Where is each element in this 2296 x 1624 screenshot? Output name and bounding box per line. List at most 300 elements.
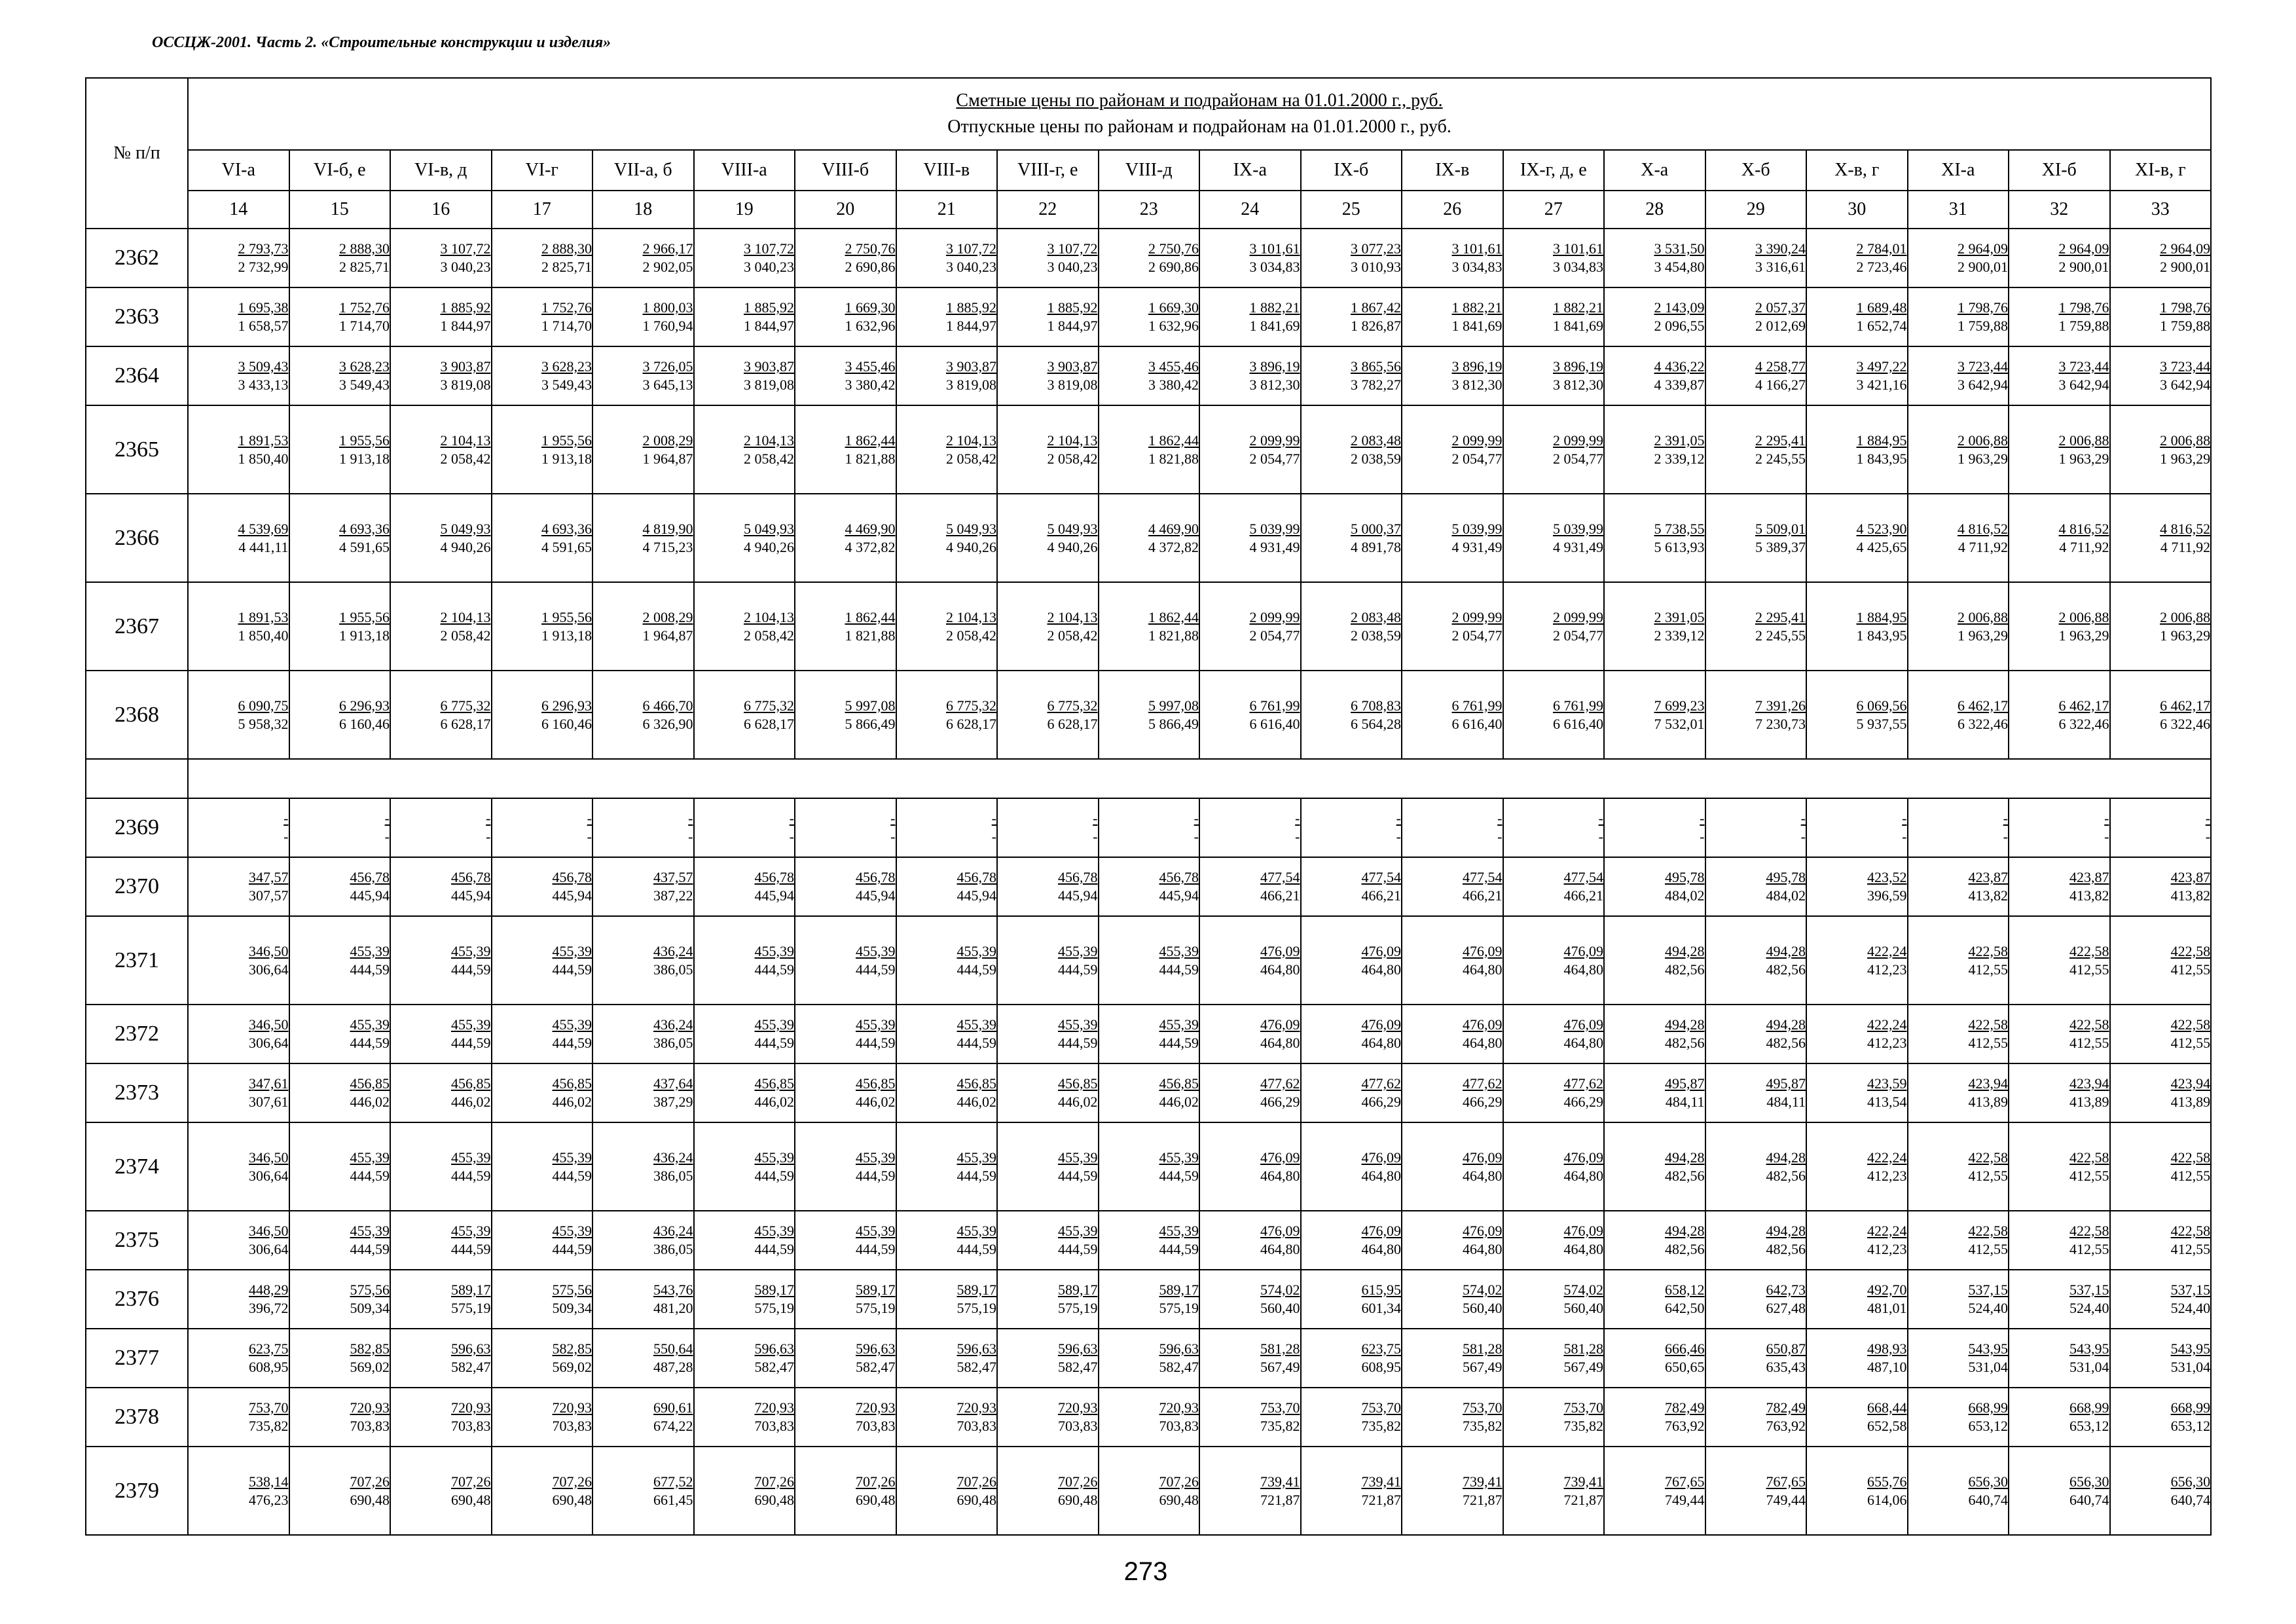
- price-cell: [2110, 494, 2212, 582]
- estimated-price: 6 775,32: [440, 697, 491, 714]
- estimated-price: 2 008,29: [642, 432, 693, 449]
- price-cell: [390, 1005, 492, 1063]
- price-cell: [1402, 287, 1503, 346]
- release-price: 524,40: [1968, 1300, 2008, 1316]
- region-header: X-а: [1604, 150, 1705, 191]
- column-number: 28: [1604, 191, 1705, 229]
- release-price: 560,40: [1260, 1300, 1300, 1316]
- release-price: 3 549,43: [339, 377, 390, 393]
- estimated-price: 642,73: [1766, 1282, 1806, 1298]
- price-cell: [1199, 1063, 1301, 1122]
- estimated-price: 1 862,44: [845, 432, 896, 449]
- release-price: 466,29: [1463, 1094, 1503, 1110]
- price-cell: [997, 1122, 1099, 1211]
- price-cell: [1402, 229, 1503, 287]
- estimated-price: 436,24: [653, 1223, 693, 1239]
- estimated-price: 7 391,26: [1755, 697, 1806, 714]
- estimated-price: 2 083,48: [1351, 432, 1401, 449]
- price-cell: [1705, 1063, 1807, 1122]
- estimated-price: 2 099,99: [1451, 608, 1503, 625]
- release-price: 6 160,46: [541, 715, 592, 732]
- estimated-price: 3 723,44: [2058, 358, 2109, 375]
- price-cell: [188, 229, 289, 287]
- release-price: 524,40: [2170, 1300, 2211, 1316]
- estimated-price: 477,62: [1361, 1075, 1401, 1092]
- estimated-price: 422,24: [1867, 1016, 1907, 1033]
- estimated-price: 1 891,53: [238, 608, 289, 625]
- estimated-price: 6 761,99: [1451, 697, 1503, 714]
- release-price: 6 322,46: [1958, 715, 2008, 732]
- price-cell: [896, 1122, 998, 1211]
- estimated-price: 4 523,90: [1856, 520, 1907, 537]
- estimated-price: 6 761,99: [1249, 697, 1300, 714]
- release-price: 509,34: [552, 1300, 592, 1316]
- release-price: 509,34: [350, 1300, 390, 1316]
- estimated-price: 456,78: [856, 869, 896, 885]
- estimated-price: 1 752,76: [339, 299, 390, 316]
- estimated-price: 2 104,13: [946, 608, 996, 625]
- estimated-price: 455,39: [350, 1016, 390, 1033]
- region-header: VIII-д: [1099, 150, 1200, 191]
- release-price: 735,82: [1361, 1418, 1401, 1434]
- estimated-price: 346,50: [249, 942, 289, 959]
- spacer-row: [86, 759, 2211, 798]
- release-price: 1 821,88: [845, 627, 896, 644]
- price-cell: [592, 1388, 694, 1447]
- price-cell: [1908, 405, 2009, 494]
- release-price: 464,80: [1563, 1241, 1603, 1257]
- price-cell: [795, 405, 896, 494]
- price-cell: [1099, 1211, 1200, 1270]
- estimated-price: 5 049,93: [440, 520, 491, 537]
- estimated-price: -: [486, 810, 491, 826]
- price-cell: [1099, 857, 1200, 916]
- estimated-price: 494,28: [1766, 1149, 1806, 1166]
- release-price: 3 040,23: [744, 259, 794, 275]
- price-cell: [1199, 1122, 1301, 1211]
- estimated-price: 346,50: [249, 1016, 289, 1033]
- release-price: 4 711,92: [1958, 538, 2008, 555]
- table-row: [86, 582, 2211, 671]
- estimated-price: 456,85: [350, 1075, 390, 1092]
- estimated-price: 574,02: [1563, 1282, 1603, 1298]
- release-price: 445,94: [1058, 887, 1098, 904]
- price-cell: [188, 1329, 289, 1388]
- release-price: 1 850,40: [238, 627, 289, 644]
- price-cell: [1199, 916, 1301, 1005]
- price-cell: [1199, 1270, 1301, 1329]
- release-price: 3 034,83: [1249, 259, 1300, 275]
- price-cell: [1099, 798, 1200, 857]
- release-price: 444,59: [1058, 1241, 1098, 1257]
- price-cell: [289, 287, 391, 346]
- release-price: 661,45: [653, 1491, 693, 1508]
- price-cell: [1402, 1063, 1503, 1122]
- estimated-price: 456,78: [350, 869, 390, 885]
- release-price: 5 389,37: [1755, 538, 1806, 555]
- release-price: 413,89: [2170, 1094, 2211, 1110]
- estimated-price: 1 798,76: [2058, 299, 2109, 316]
- estimated-price: 596,63: [1159, 1340, 1199, 1357]
- estimated-price: 720,93: [350, 1399, 390, 1416]
- release-price: 1 844,97: [1047, 318, 1098, 334]
- estimated-price: 3 903,87: [440, 358, 491, 375]
- price-table: [85, 77, 2212, 1536]
- estimated-price: 1 955,56: [541, 608, 592, 625]
- price-cell: [1099, 1329, 1200, 1388]
- estimated-price: 581,28: [1260, 1340, 1300, 1357]
- estimated-price: 543,95: [2170, 1340, 2211, 1357]
- price-cell: [2009, 1005, 2110, 1063]
- region-header: XI-в, г: [2110, 150, 2212, 191]
- release-price: 1 963,29: [1958, 627, 2008, 644]
- release-price: 413,54: [1867, 1094, 1907, 1110]
- release-price: 484,11: [1766, 1094, 1806, 1110]
- price-cell: [896, 494, 998, 582]
- estimated-price: 575,56: [552, 1282, 592, 1298]
- release-price: 3 034,83: [1553, 259, 1603, 275]
- estimated-price: 476,09: [1361, 1223, 1401, 1239]
- release-price: -: [2104, 828, 2109, 845]
- price-cell: [1604, 494, 1705, 582]
- price-cell: [2009, 1122, 2110, 1211]
- release-price: 466,29: [1260, 1094, 1300, 1110]
- price-cell: [1099, 346, 1200, 405]
- estimated-price: -: [789, 810, 794, 826]
- price-cell: [1908, 287, 2009, 346]
- release-price: 1 841,69: [1451, 318, 1503, 334]
- price-cell: [1199, 287, 1301, 346]
- column-number: 29: [1705, 191, 1807, 229]
- release-price: 2 058,42: [1047, 627, 1098, 644]
- price-cell: [1199, 1005, 1301, 1063]
- estimated-price: 537,15: [2069, 1282, 2109, 1298]
- release-price: 412,55: [1968, 1241, 2008, 1257]
- release-price: 2 054,77: [1451, 450, 1503, 467]
- estimated-price: 2 964,09: [2058, 240, 2109, 257]
- release-price: 4 711,92: [2059, 538, 2109, 555]
- price-cell: [1806, 494, 1908, 582]
- estimated-price: 477,54: [1463, 869, 1503, 885]
- release-price: 412,55: [1968, 961, 2008, 978]
- release-price: -: [1194, 828, 1199, 845]
- estimated-price: 2 006,88: [1958, 432, 2008, 449]
- release-price: 575,19: [957, 1300, 996, 1316]
- release-price: -: [789, 828, 794, 845]
- price-cell: [188, 287, 289, 346]
- release-price: 3 433,13: [238, 377, 289, 393]
- estimated-price: 1 955,56: [339, 608, 390, 625]
- price-cell: [188, 346, 289, 405]
- price-cell: [592, 1122, 694, 1211]
- release-price: 444,59: [856, 1167, 896, 1184]
- price-cell: [1503, 287, 1605, 346]
- release-price: 413,89: [1968, 1094, 2008, 1110]
- estimated-price: 5 049,93: [744, 520, 794, 537]
- estimated-price: 423,94: [1968, 1075, 2008, 1092]
- release-price: 703,83: [1058, 1418, 1098, 1434]
- region-header: VI-г: [492, 150, 593, 191]
- release-price: 582,47: [1058, 1359, 1098, 1375]
- estimated-price: 423,87: [1968, 869, 2008, 885]
- release-price: 445,94: [957, 887, 996, 904]
- estimated-price: 3 903,87: [744, 358, 794, 375]
- estimated-price: 1 884,95: [1856, 432, 1907, 449]
- estimated-price: 581,28: [1463, 1340, 1503, 1357]
- price-cell: [289, 405, 391, 494]
- estimated-price: 6 466,70: [642, 697, 693, 714]
- table-row: [86, 1211, 2211, 1270]
- release-price: 2 058,42: [946, 450, 996, 467]
- estimated-price: 495,78: [1665, 869, 1705, 885]
- price-cell: [188, 857, 289, 916]
- price-cell: [1199, 229, 1301, 287]
- release-price: 1 632,96: [845, 318, 896, 334]
- estimated-price: 347,61: [249, 1075, 289, 1092]
- release-price: 386,05: [653, 1167, 693, 1184]
- price-cell: [492, 287, 593, 346]
- release-price: 5 866,49: [1148, 715, 1199, 732]
- price-cell: [997, 916, 1099, 1005]
- release-price: 642,50: [1665, 1300, 1705, 1316]
- release-price: 3 819,08: [744, 377, 794, 393]
- release-price: 1 843,95: [1856, 450, 1907, 467]
- price-cell: [1604, 798, 1705, 857]
- price-cell: [1099, 287, 1200, 346]
- release-price: 387,22: [653, 887, 693, 904]
- price-cell: [1503, 1447, 1605, 1535]
- price-cell: [1402, 1211, 1503, 1270]
- estimated-price: 4 816,52: [2160, 520, 2211, 537]
- estimated-price: 6 069,56: [1856, 697, 1907, 714]
- release-price: 1 821,88: [845, 450, 896, 467]
- spacer-cell: [86, 759, 188, 798]
- estimated-price: 5 049,93: [1047, 520, 1098, 537]
- price-cell: [2110, 1388, 2212, 1447]
- estimated-price: 720,93: [856, 1399, 896, 1416]
- price-cell: [592, 494, 694, 582]
- release-price: 444,59: [451, 961, 491, 978]
- price-cell: [1604, 582, 1705, 671]
- release-price: 306,64: [249, 961, 289, 978]
- price-cell: [188, 1005, 289, 1063]
- estimated-price: 7 699,23: [1654, 697, 1705, 714]
- price-cell: [997, 582, 1099, 671]
- estimated-price: 2 964,09: [2160, 240, 2211, 257]
- release-price: 464,80: [1563, 1167, 1603, 1184]
- estimated-price: 2 104,13: [440, 608, 491, 625]
- price-cell: [492, 346, 593, 405]
- estimated-price: 582,85: [350, 1340, 390, 1357]
- estimated-price: 537,15: [1968, 1282, 2008, 1298]
- estimated-price: 492,70: [1867, 1282, 1907, 1298]
- estimated-price: 2 793,73: [238, 240, 289, 257]
- price-cell: [390, 229, 492, 287]
- estimated-price: -: [2104, 810, 2109, 826]
- release-price: 650,65: [1665, 1359, 1705, 1375]
- price-cell: [1199, 582, 1301, 671]
- price-cell: [1503, 1388, 1605, 1447]
- release-price: 721,87: [1361, 1491, 1401, 1508]
- estimated-price: 753,70: [249, 1399, 289, 1416]
- estimated-price: 707,26: [350, 1473, 390, 1490]
- release-price: 412,55: [2069, 1241, 2109, 1257]
- price-cell: [1705, 1211, 1807, 1270]
- estimated-price: 690,61: [653, 1399, 693, 1416]
- price-cell: [592, 1270, 694, 1329]
- estimated-price: 720,93: [1058, 1399, 1098, 1416]
- estimated-price: 422,24: [1867, 942, 1907, 959]
- estimated-price: 494,28: [1665, 942, 1705, 959]
- release-price: 4 931,49: [1553, 538, 1603, 555]
- estimated-price: 3 101,61: [1249, 240, 1300, 257]
- estimated-price: 6 775,32: [946, 697, 996, 714]
- estimated-price: 5 997,08: [845, 697, 896, 714]
- release-price: 1 913,18: [541, 627, 592, 644]
- price-cell: [997, 798, 1099, 857]
- price-cell: [795, 1329, 896, 1388]
- price-cell: [289, 857, 391, 916]
- estimated-price: 494,28: [1766, 1016, 1806, 1033]
- price-cell: [1604, 1063, 1705, 1122]
- price-cell: [1908, 1388, 2009, 1447]
- estimated-price: 2 099,99: [1249, 608, 1300, 625]
- estimated-price: 656,30: [1968, 1473, 2008, 1490]
- estimated-price: 707,26: [1159, 1473, 1199, 1490]
- price-cell: [1402, 346, 1503, 405]
- release-price: 482,56: [1766, 1167, 1806, 1184]
- price-cell: [1503, 582, 1605, 671]
- release-price: 690,48: [451, 1491, 491, 1508]
- estimated-price: 476,09: [1563, 1016, 1603, 1033]
- estimated-price: 4 816,52: [2058, 520, 2109, 537]
- estimated-price: 3 455,46: [1148, 358, 1199, 375]
- release-price: 444,59: [856, 1241, 896, 1257]
- table-row: [86, 857, 2211, 916]
- estimated-price: 4 693,36: [339, 520, 390, 537]
- release-price: 582,47: [754, 1359, 794, 1375]
- estimated-price: 666,46: [1665, 1340, 1705, 1357]
- estimated-price: 3 896,19: [1249, 358, 1300, 375]
- release-price: 307,61: [249, 1094, 289, 1110]
- release-price: 444,59: [1159, 1035, 1199, 1051]
- release-price: 6 628,17: [744, 715, 794, 732]
- estimated-price: 2 006,88: [2160, 608, 2211, 625]
- release-price: 2 900,01: [2160, 259, 2211, 275]
- price-cell: [1402, 1270, 1503, 1329]
- estimated-price: 1 752,76: [541, 299, 592, 316]
- release-price: 1 759,88: [2160, 318, 2211, 334]
- estimated-price: 455,39: [754, 942, 794, 959]
- release-price: 2 054,77: [1451, 627, 1503, 644]
- release-price: 487,10: [1867, 1359, 1907, 1375]
- estimated-price: 2 888,30: [541, 240, 592, 257]
- estimated-price: 596,63: [1058, 1340, 1098, 1357]
- price-cell: [2110, 857, 2212, 916]
- price-cell: [795, 671, 896, 759]
- price-cell: [795, 346, 896, 405]
- estimated-price: 477,62: [1463, 1075, 1503, 1092]
- release-price: 2 058,42: [440, 627, 491, 644]
- estimated-price: 455,39: [350, 942, 390, 959]
- release-price: 1 843,95: [1856, 627, 1907, 644]
- column-number: 18: [592, 191, 694, 229]
- release-price: 1 850,40: [238, 450, 289, 467]
- price-cell: [1503, 1329, 1605, 1388]
- release-price: 4 591,65: [339, 538, 390, 555]
- price-cell: [289, 346, 391, 405]
- estimated-price: 2 143,09: [1654, 299, 1705, 316]
- price-cell: [592, 229, 694, 287]
- release-price: 2 058,42: [440, 450, 491, 467]
- release-price: -: [1902, 828, 1907, 845]
- price-cell: [896, 798, 998, 857]
- estimated-price: 720,93: [957, 1399, 996, 1416]
- estimated-price: 476,09: [1463, 1016, 1503, 1033]
- release-price: 444,59: [1058, 1167, 1098, 1184]
- release-price: 412,55: [1968, 1035, 2008, 1051]
- estimated-price: 4 693,36: [541, 520, 592, 537]
- price-cell: [492, 1005, 593, 1063]
- column-number: 22: [997, 191, 1099, 229]
- estimated-price: 6 462,17: [1958, 697, 2008, 714]
- price-cell: [390, 1063, 492, 1122]
- price-cell: [1806, 1211, 1908, 1270]
- price-cell: [694, 916, 795, 1005]
- estimated-price: 589,17: [1058, 1282, 1098, 1298]
- estimated-price: -: [688, 810, 693, 826]
- release-price: 567,49: [1260, 1359, 1300, 1375]
- price-cell: [795, 582, 896, 671]
- price-cell: [1705, 1329, 1807, 1388]
- release-price: 446,02: [957, 1094, 996, 1110]
- price-cell: [997, 1388, 1099, 1447]
- estimated-price: 476,09: [1463, 1149, 1503, 1166]
- price-cell: [997, 346, 1099, 405]
- release-price: 1 844,97: [946, 318, 996, 334]
- estimated-price: 455,39: [856, 1016, 896, 1033]
- release-price: 735,82: [1260, 1418, 1300, 1434]
- release-price: 2 900,01: [2058, 259, 2109, 275]
- estimated-price: 2 104,13: [744, 432, 794, 449]
- release-price: 2 058,42: [744, 627, 794, 644]
- price-cell: [1099, 671, 1200, 759]
- estimated-price: 575,56: [350, 1282, 390, 1298]
- price-cell: [1806, 1063, 1908, 1122]
- estimated-price: 455,39: [957, 942, 996, 959]
- release-price: 6 628,17: [440, 715, 491, 732]
- release-price: 652,58: [1867, 1418, 1907, 1434]
- price-cell: [694, 1329, 795, 1388]
- release-price: 412,55: [2170, 961, 2211, 978]
- estimated-price: -: [2205, 810, 2211, 826]
- row-number: 2375: [86, 1211, 188, 1270]
- release-price: 445,94: [552, 887, 592, 904]
- price-cell: [1806, 287, 1908, 346]
- price-cell: [1806, 405, 1908, 494]
- price-cell: [2009, 857, 2110, 916]
- release-price: 1 821,88: [1148, 450, 1199, 467]
- estimated-price: 656,30: [2170, 1473, 2211, 1490]
- release-price: 690,48: [856, 1491, 896, 1508]
- release-price: 482,56: [1766, 1035, 1806, 1051]
- release-price: 3 812,30: [1451, 377, 1503, 393]
- release-price: 635,43: [1766, 1359, 1806, 1375]
- estimated-price: 2 006,88: [2160, 432, 2211, 449]
- region-header: VI-в, д: [390, 150, 492, 191]
- price-cell: [1604, 671, 1705, 759]
- release-price: 444,59: [552, 961, 592, 978]
